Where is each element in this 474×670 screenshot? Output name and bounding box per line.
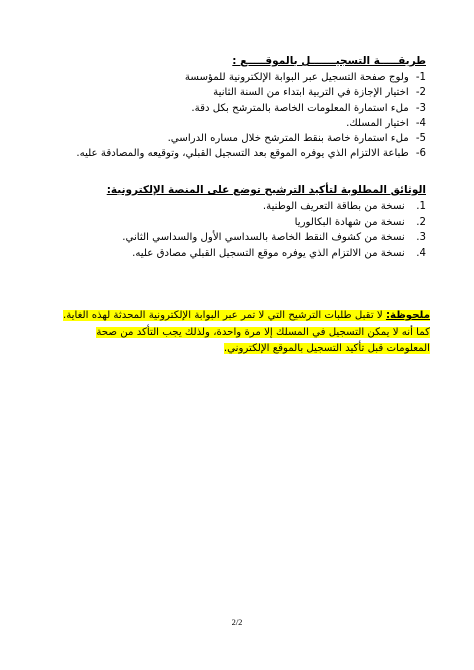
list-item bbox=[34, 146, 426, 161]
list-item bbox=[34, 85, 426, 100]
list-item bbox=[34, 131, 426, 146]
list-item bbox=[34, 116, 426, 131]
item-number: 1- bbox=[415, 72, 426, 83]
item-text: ملء استمارة المعلومات الخاصة بالمترشح بكل دقة. bbox=[191, 102, 409, 114]
note-line-2: كما أنه لا يمكن التسجيل في المسلك إلا مرة واحدة، ولذلك يجب التأكد من صحة bbox=[96, 326, 430, 338]
item-number: 3. bbox=[416, 232, 426, 243]
item-number: 1. bbox=[416, 201, 426, 212]
note-line-3: المعلومات قبل تأكيد التسجيل بالموقع الإلكتروني. bbox=[223, 343, 430, 354]
item-text: ولوج صفحة التسجيل عبر البوابة الإلكترونية للمؤسسة bbox=[184, 72, 409, 83]
item-number: 5- bbox=[415, 133, 426, 145]
note-line-1-highlight bbox=[63, 310, 430, 321]
list-item bbox=[34, 246, 426, 262]
highlighted-note bbox=[44, 308, 430, 358]
item-number: 2. bbox=[416, 216, 426, 228]
section-title-registration-method: طريقـــــة التسجيـــــــل بالموقـــــع : bbox=[232, 55, 426, 67]
item-number: 4. bbox=[416, 247, 426, 259]
list-item bbox=[34, 70, 426, 85]
item-text: نسخة من بطاقة التعريف الوطنية. bbox=[262, 201, 405, 212]
item-number: 2- bbox=[415, 87, 426, 99]
list-item bbox=[34, 101, 426, 116]
item-number: 4- bbox=[415, 117, 426, 129]
list-item bbox=[34, 230, 426, 246]
list-item bbox=[34, 199, 426, 215]
item-text: طباعة الالتزام الذي يوفره الموقع بعد التسجيل القبلي، وتوقيعه والمصادقة عليه. bbox=[76, 148, 409, 160]
item-number: 6- bbox=[415, 148, 426, 160]
item-text: اختيار الإجازة في التربية ابتداء من السنة الثانية bbox=[213, 87, 409, 99]
item-text: نسخة من شهادة البكالوريا bbox=[294, 216, 405, 228]
required-documents-list bbox=[34, 199, 426, 261]
item-text: نسخة من الالتزام الذي يوفره موقع التسجيل القبلي مصادق عليه. bbox=[132, 247, 405, 259]
section-title-required-documents: الوثائق المطلوبة لتأكيد الترشيح توضع على المنصة الإلكترونية: bbox=[106, 184, 426, 196]
note-line-1: لا تقبل طلبات الترشيح التي لا تمر عبر البوابة الإلكترونية المحدثة لهذه الغاية. bbox=[62, 310, 383, 321]
item-text: اختيار المسلك. bbox=[346, 117, 409, 129]
item-text: نسخة من كشوف النقط الخاصة بالسداسي الأول والسداسي الثاني. bbox=[122, 232, 405, 243]
note-label: ملحوظة: bbox=[385, 310, 430, 321]
item-text: ملء استمارة خاصة بنقط المترشح خلال مساره الدراسي. bbox=[167, 133, 409, 145]
item-number: 3- bbox=[415, 102, 426, 114]
list-item bbox=[34, 215, 426, 231]
page-number: 2/2 bbox=[231, 617, 243, 627]
registration-steps-list bbox=[34, 70, 426, 162]
